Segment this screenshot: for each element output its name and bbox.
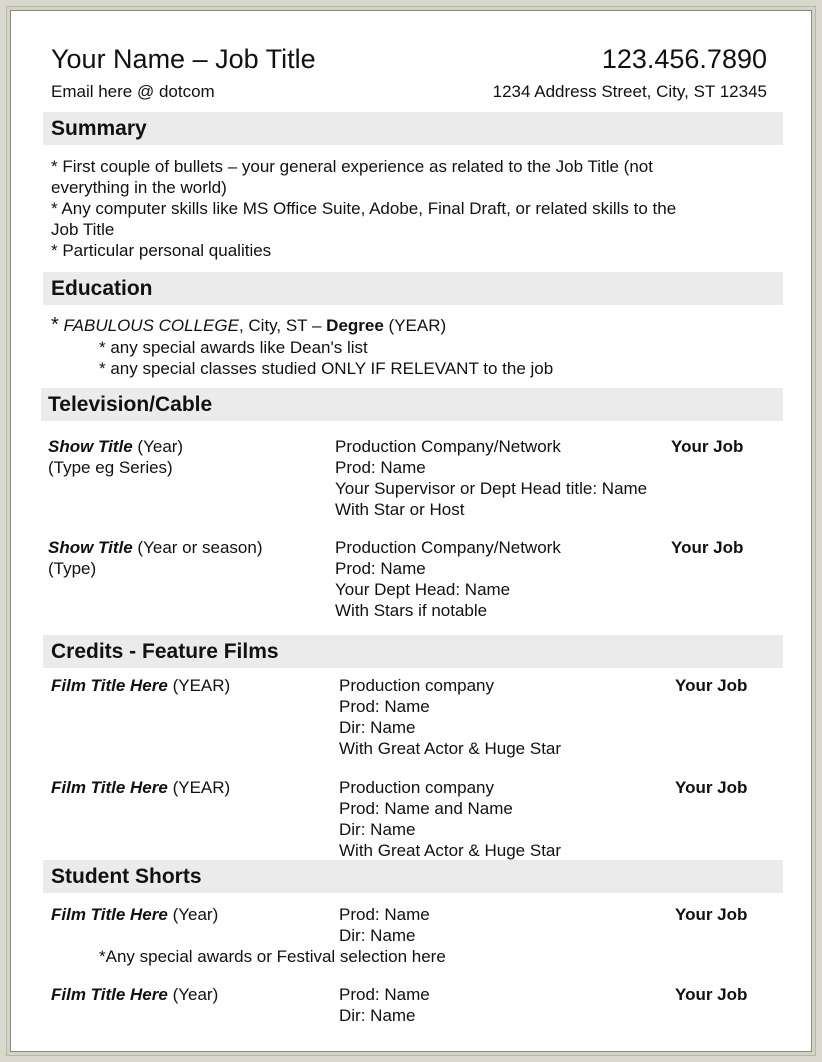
film-detail-line: Production company <box>339 778 494 797</box>
film-job: Your Job <box>675 676 748 695</box>
short-detail-line: Prod: Name <box>339 985 430 1004</box>
education-bullet: * <box>51 314 59 336</box>
tv-show-title: Show Title (Year or season) <box>48 538 263 557</box>
name-job-title: Your Name – Job Title <box>51 44 316 74</box>
summary-line: * Any computer skills like MS Office Suite, Adobe, Final Draft, or related skills to the <box>51 199 677 218</box>
summary-line: Job Title <box>51 220 115 239</box>
education-heading: Education <box>51 277 153 300</box>
tv-job: Your Job <box>671 538 744 557</box>
short-detail-line: Prod: Name <box>339 905 430 924</box>
film-job: Your Job <box>675 778 748 797</box>
address: 1234 Address Street, City, ST 12345 <box>492 82 767 101</box>
college-name: FABULOUS COLLEGE <box>63 316 239 335</box>
television-heading-band <box>41 388 783 421</box>
film-detail-line: Production company <box>339 676 494 695</box>
tv-show-type: (Type) <box>48 559 97 578</box>
summary-heading: Summary <box>51 117 147 140</box>
film-title: Film Title Here (YEAR) <box>51 676 231 695</box>
education-sub-line: * any special awards like Dean's list <box>99 338 368 357</box>
summary-line: * First couple of bullets – your general experience as related to the Job Title (not <box>51 157 653 176</box>
summary-line: * Particular personal qualities <box>51 241 272 260</box>
short-detail-line: Dir: Name <box>339 1006 416 1025</box>
resume-page <box>10 10 812 1052</box>
tv-detail-line: Your Supervisor or Dept Head title: Name <box>335 479 648 498</box>
film-detail-line: With Great Actor & Huge Star <box>339 841 562 860</box>
tv-detail-line: With Stars if notable <box>335 601 488 620</box>
tv-detail-line: Your Dept Head: Name <box>335 580 511 599</box>
education-entry <box>51 315 446 336</box>
short-note: *Any special awards or Festival selection here <box>99 947 446 966</box>
tv-detail-line: Prod: Name <box>335 458 426 477</box>
degree: Degree <box>326 316 384 335</box>
short-title: Film Title Here (Year) <box>51 985 219 1004</box>
short-job: Your Job <box>675 985 748 1004</box>
film-detail-line: Dir: Name <box>339 718 416 737</box>
education-heading-band <box>43 272 783 305</box>
features-heading: Credits - Feature Films <box>51 640 279 663</box>
tv-detail-line: Production Company/Network <box>335 437 561 456</box>
film-detail-line: Prod: Name <box>339 697 430 716</box>
education-sub-line: * any special classes studied ONLY IF RELEVANT to the job <box>99 359 554 378</box>
tv-detail-line: Prod: Name <box>335 559 426 578</box>
film-detail-line: With Great Actor & Huge Star <box>339 739 562 758</box>
features-heading-band <box>43 635 783 668</box>
short-job: Your Job <box>675 905 748 924</box>
tv-detail-line: Production Company/Network <box>335 538 561 557</box>
tv-job: Your Job <box>671 437 744 456</box>
shorts-heading-band <box>43 860 783 893</box>
phone-number: 123.456.7890 <box>601 44 767 74</box>
film-title: Film Title Here (YEAR) <box>51 778 231 797</box>
television-heading: Television/Cable <box>48 393 213 416</box>
tv-detail-line: With Star or Host <box>335 500 465 519</box>
shorts-heading: Student Shorts <box>51 865 202 888</box>
summary-heading-band <box>43 112 783 145</box>
email: Email here @ dotcom <box>51 82 215 101</box>
short-title: Film Title Here (Year) <box>51 905 219 924</box>
film-detail-line: Dir: Name <box>339 820 416 839</box>
college-location: , City, ST – <box>238 316 327 335</box>
tv-show-type: (Type eg Series) <box>48 458 173 477</box>
tv-show-title: Show Title (Year) <box>48 437 184 456</box>
summary-line: everything in the world) <box>51 178 227 197</box>
short-detail-line: Dir: Name <box>339 926 416 945</box>
film-detail-line: Prod: Name and Name <box>339 799 513 818</box>
degree-year: (YEAR) <box>383 316 447 335</box>
